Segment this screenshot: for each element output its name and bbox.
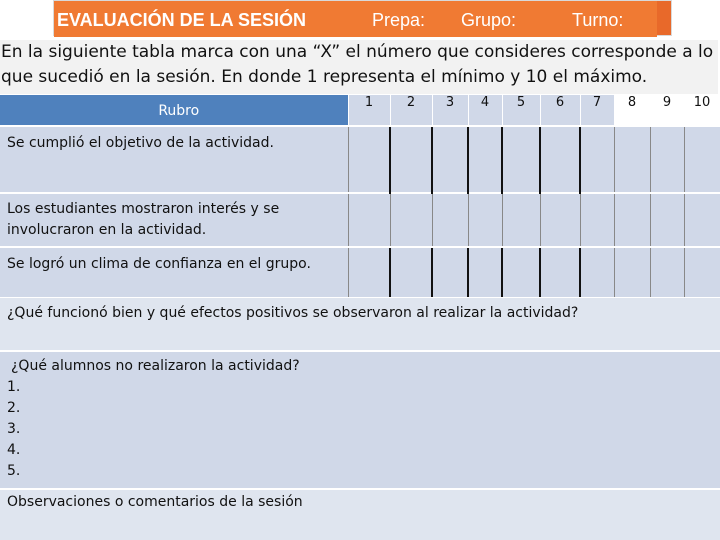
positive-effects-question: ¿Qué funcionó bien y qué efectos positivos se observaron al realizar la actividad? [7, 305, 579, 321]
rating-cell-1[interactable] [348, 193, 390, 247]
table-row [0, 247, 720, 297]
scale-header-6: 6 [540, 95, 580, 126]
rating-cell-5[interactable] [502, 247, 540, 297]
rating-cell-8[interactable] [614, 247, 650, 297]
list-item: 1. [7, 379, 21, 395]
rating-cell-4[interactable] [468, 126, 502, 193]
rating-cell-3[interactable] [432, 247, 468, 297]
rating-cell-1[interactable] [348, 126, 390, 193]
session-header [53, 0, 672, 36]
positive-effects-field[interactable] [0, 298, 720, 350]
scale-header-2: 2 [390, 95, 432, 126]
rubro-label: Se cumplió el objetivo de la actividad. [0, 126, 348, 193]
scale-header-10: 10 [684, 95, 720, 126]
rating-cell-10[interactable] [684, 193, 720, 247]
rating-cell-7[interactable] [580, 193, 614, 247]
observations-label: Observaciones o comentarios de la sesión [7, 494, 303, 510]
observations-field[interactable] [0, 490, 720, 540]
rubro-label: Los estudiantes mostraron interés y se involucraron en la actividad. [0, 193, 348, 247]
rating-cell-9[interactable] [650, 247, 684, 297]
turno-label: Turno: [572, 10, 624, 30]
header-bar [54, 1, 657, 37]
list-item: 5. [7, 463, 21, 479]
rating-cell-8[interactable] [614, 193, 650, 247]
grupo-label: Grupo: [461, 10, 517, 30]
rating-cell-5[interactable] [502, 193, 540, 247]
table-row [0, 193, 720, 247]
rating-cell-6[interactable] [540, 126, 580, 193]
rating-cell-2[interactable] [390, 247, 432, 297]
rating-cell-4[interactable] [468, 193, 502, 247]
rating-cell-9[interactable] [650, 193, 684, 247]
table-header-row [0, 95, 720, 126]
table-row [0, 126, 720, 193]
rating-cell-10[interactable] [684, 247, 720, 297]
rating-cell-7[interactable] [580, 126, 614, 193]
rating-cell-4[interactable] [468, 247, 502, 297]
instructions-text: En la siguiente tabla marca con una “X” el número que consideres corresponde a lo que sucedió en la sesión. En donde 1 representa el mínimo y 10 el máximo. [0, 40, 718, 94]
rating-cell-3[interactable] [432, 193, 468, 247]
rating-cell-2[interactable] [390, 193, 432, 247]
scale-header-4: 4 [468, 95, 502, 126]
rating-cell-10[interactable] [684, 126, 720, 193]
rubro-header: Rubro [0, 95, 348, 126]
scale-header-8: 8 [614, 95, 650, 126]
rating-cell-1[interactable] [348, 247, 390, 297]
absent-students-field[interactable] [0, 352, 720, 488]
rating-cell-8[interactable] [614, 126, 650, 193]
scale-header-5: 5 [502, 95, 540, 126]
rating-cell-3[interactable] [432, 126, 468, 193]
prepa-label: Prepa: [372, 10, 426, 30]
rating-cell-2[interactable] [390, 126, 432, 193]
rating-cell-9[interactable] [650, 126, 684, 193]
rating-cell-6[interactable] [540, 193, 580, 247]
list-item: 4. [7, 442, 21, 458]
rating-table [0, 95, 720, 297]
header-title: EVALUACIÓN DE LA SESIÓN [57, 10, 307, 30]
scale-header-1: 1 [348, 95, 390, 126]
absent-students-question: ¿Qué alumnos no realizaron la actividad? [11, 358, 300, 374]
list-item: 2. [7, 400, 21, 416]
scale-header-3: 3 [432, 95, 468, 126]
rubro-label: Se logró un clima de confianza en el grupo. [0, 247, 348, 297]
scale-header-7: 7 [580, 95, 614, 126]
rating-cell-7[interactable] [580, 247, 614, 297]
list-item: 3. [7, 421, 21, 437]
scale-header-9: 9 [650, 95, 684, 126]
rating-cell-6[interactable] [540, 247, 580, 297]
rating-cell-5[interactable] [502, 126, 540, 193]
